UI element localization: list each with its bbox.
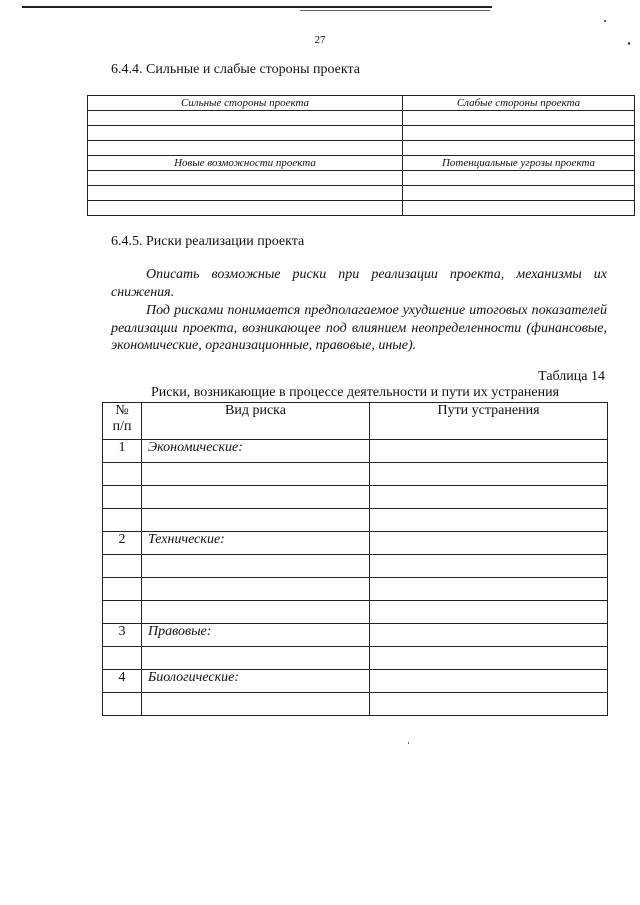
column-header-number-line1: № [115, 403, 129, 418]
column-header-number [103, 403, 142, 440]
opportunities-header: Новые возможности проекта [88, 156, 403, 171]
empty-cell[interactable] [88, 186, 403, 201]
empty-cell[interactable] [142, 601, 370, 624]
table-row [103, 440, 608, 463]
column-header-number-line2: п/п [112, 419, 132, 434]
top-scan-rule [22, 6, 492, 8]
column-header-risk-kind: Вид риска [142, 403, 370, 440]
empty-cell[interactable] [403, 111, 635, 126]
risk-category: Биологические: [142, 670, 370, 693]
row-number: 2 [103, 532, 142, 555]
risk-category: Правовые: [142, 624, 370, 647]
table-row [88, 96, 635, 111]
table-row [103, 532, 608, 555]
table-row [88, 111, 635, 126]
empty-cell[interactable] [103, 463, 142, 486]
risks-table [102, 402, 608, 716]
empty-cell[interactable] [370, 693, 608, 716]
empty-cell[interactable] [88, 126, 403, 141]
table-row [88, 186, 635, 201]
row-number: 1 [103, 440, 142, 463]
empty-cell[interactable] [88, 141, 403, 156]
strengths-weaknesses-table [87, 95, 635, 216]
empty-cell[interactable] [88, 171, 403, 186]
empty-cell[interactable] [142, 647, 370, 670]
scan-speck [604, 20, 606, 22]
table-row [103, 463, 608, 486]
empty-cell[interactable] [103, 509, 142, 532]
weaknesses-header: Слабые стороны проекта [403, 96, 635, 111]
row-number: 3 [103, 624, 142, 647]
empty-cell[interactable] [103, 601, 142, 624]
section-heading-risks: 6.4.5. Риски реализации проекта [111, 234, 305, 249]
empty-cell[interactable] [88, 201, 403, 216]
empty-cell[interactable] [370, 670, 608, 693]
empty-cell[interactable] [142, 555, 370, 578]
empty-cell[interactable] [403, 171, 635, 186]
table-row [103, 693, 608, 716]
empty-cell[interactable] [142, 693, 370, 716]
strengths-header: Сильные стороны проекта [88, 96, 403, 111]
empty-cell[interactable] [103, 486, 142, 509]
table-title: Риски, возникающие в процессе деятельности и пути их устранения [150, 385, 560, 400]
empty-cell[interactable] [142, 486, 370, 509]
table-row [88, 201, 635, 216]
row-number: 4 [103, 670, 142, 693]
table-row [103, 670, 608, 693]
table-row [103, 624, 608, 647]
empty-cell[interactable] [370, 555, 608, 578]
risk-category: Экономические: [142, 440, 370, 463]
empty-cell[interactable] [403, 141, 635, 156]
scan-speck [408, 742, 409, 744]
empty-cell[interactable] [370, 463, 608, 486]
threats-header: Потенциальные угрозы проекта [403, 156, 635, 171]
empty-cell[interactable] [403, 126, 635, 141]
empty-cell[interactable] [103, 693, 142, 716]
table-row [103, 555, 608, 578]
top-scan-rule-secondary [300, 10, 490, 11]
paragraph-risk-definition: Под рисками понимается предполагаемое ухудшение итоговых показателей реализации проекта, возникающее под влиянием неопределенности (финансовые, экономические, организационные, правовые, иные). [111, 303, 607, 353]
empty-cell[interactable] [403, 201, 635, 216]
empty-cell[interactable] [103, 555, 142, 578]
empty-cell[interactable] [370, 532, 608, 555]
table-row [103, 601, 608, 624]
empty-cell[interactable] [142, 578, 370, 601]
empty-cell[interactable] [142, 509, 370, 532]
table-label: Таблица 14 [538, 369, 605, 384]
table-row [88, 156, 635, 171]
table-row [88, 141, 635, 156]
table-row [88, 171, 635, 186]
empty-cell[interactable] [370, 486, 608, 509]
paragraph-describe-risks: Описать возможные риски при реализации проекта, механизмы их снижения. [111, 267, 607, 300]
table-row [103, 509, 608, 532]
table-row [103, 486, 608, 509]
table-row [103, 578, 608, 601]
empty-cell[interactable] [103, 647, 142, 670]
section-heading-strengths-weaknesses: 6.4.4. Сильные и слабые стороны проекта [111, 62, 361, 77]
empty-cell[interactable] [403, 186, 635, 201]
table-row [103, 647, 608, 670]
empty-cell[interactable] [142, 463, 370, 486]
column-header-mitigation: Пути устранения [370, 403, 608, 440]
empty-cell[interactable] [370, 440, 608, 463]
empty-cell[interactable] [370, 509, 608, 532]
empty-cell[interactable] [370, 624, 608, 647]
table-row [88, 126, 635, 141]
empty-cell[interactable] [370, 601, 608, 624]
table-header-row [103, 403, 608, 440]
risk-category: Технические: [142, 532, 370, 555]
empty-cell[interactable] [370, 647, 608, 670]
empty-cell[interactable] [370, 578, 608, 601]
empty-cell[interactable] [88, 111, 403, 126]
empty-cell[interactable] [103, 578, 142, 601]
page-number: 27 [314, 34, 326, 46]
